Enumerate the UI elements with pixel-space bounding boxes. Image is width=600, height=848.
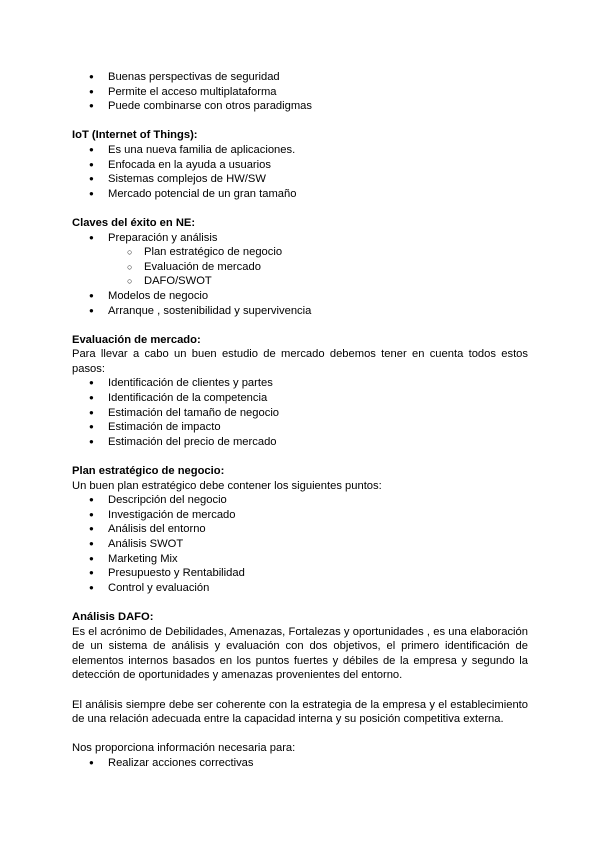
- claves-heading: Claves del éxito en NE:: [72, 216, 196, 229]
- list-item-text: Preparación y análisis: [108, 231, 218, 244]
- plan-paragraph: Un buen plan estratégico debe contener los siguientes puntos:: [72, 479, 382, 492]
- list-item: ● Estimación del tamaño de negocio: [72, 406, 528, 421]
- list-item: ● Realizar acciones correctivas: [72, 756, 528, 771]
- sublist-item: ○ Evaluación de mercado: [108, 260, 528, 275]
- list-item: ● Control y evaluación: [72, 581, 528, 596]
- claves-list: [72, 231, 528, 319]
- document-content: [72, 70, 528, 771]
- list-item: ● Puede combinarse con otros paradigmas: [72, 99, 528, 114]
- list-item: ● Estimación de impacto: [72, 420, 528, 435]
- plan-list: [72, 493, 528, 595]
- sublist-item: ○ DAFO/SWOT: [108, 274, 528, 289]
- evaluacion-paragraph: Para llevar a cabo un buen estudio de mercado debemos tener en cuenta todos estos pasos:: [72, 348, 528, 375]
- list-item: ● Identificación de la competencia: [72, 391, 528, 406]
- list-item: ● Investigación de mercado: [72, 508, 528, 523]
- list-item: ● Marketing Mix: [72, 552, 528, 567]
- iot-list: [72, 143, 528, 201]
- list-item: ● Es una nueva familia de aplicaciones.: [72, 143, 528, 158]
- dafo-list: [72, 756, 528, 771]
- list-item: ● Buenas perspectivas de seguridad: [72, 70, 528, 85]
- list-item: ● Estimación del precio de mercado: [72, 435, 528, 450]
- list-item: ● Descripción del negocio: [72, 493, 528, 508]
- evaluacion-heading: Evaluación de mercado:: [72, 333, 201, 346]
- list-item: ● Presupuesto y Rentabilidad: [72, 566, 528, 581]
- list-item: ● Sistemas complejos de HW/SW: [72, 172, 528, 187]
- list-item: ● Identificación de clientes y partes: [72, 376, 528, 391]
- list-item: [72, 231, 528, 289]
- list-item: ● Enfocada en la ayuda a usuarios: [72, 158, 528, 173]
- claves-sublist: [108, 245, 528, 289]
- dafo-heading: Análisis DAFO:: [72, 610, 154, 623]
- list-item: ● Arranque , sostenibilidad y supervivencia: [72, 304, 528, 319]
- dafo-paragraph-2: El análisis siempre debe ser coherente con la estrategia de la empresa y el establecimiento de una relación adecuada entre la capacidad interna y su posición competitiva externa.: [72, 698, 528, 726]
- plan-heading: Plan estratégico de negocio:: [72, 465, 225, 478]
- intro-list: [72, 70, 528, 114]
- dafo-paragraph-3: Nos proporciona información necesaria para:: [72, 742, 296, 755]
- dafo-paragraph-1: Es el acrónimo de Debilidades, Amenazas, Fortalezas y oportunidades , es una elaboración de un sistema de análisis y evaluación con dos objetivos, el primero identificación de elementos internos basados en los puntos fuertes y débiles de la empresa y segundo la detección de oportunidades y amenazas provenientes del entorno.: [72, 625, 528, 682]
- iot-heading: IoT (Internet of Things):: [72, 129, 198, 142]
- list-item: ● Análisis SWOT: [72, 537, 528, 552]
- evaluacion-list: [72, 376, 528, 449]
- list-item: ● Análisis del entorno: [72, 522, 528, 537]
- sublist-item: ○ Plan estratégico de negocio: [108, 245, 528, 260]
- list-item: ● Permite el acceso multiplataforma: [72, 85, 528, 100]
- list-item: ● Modelos de negocio: [72, 289, 528, 304]
- list-item: ● Mercado potencial de un gran tamaño: [72, 187, 528, 202]
